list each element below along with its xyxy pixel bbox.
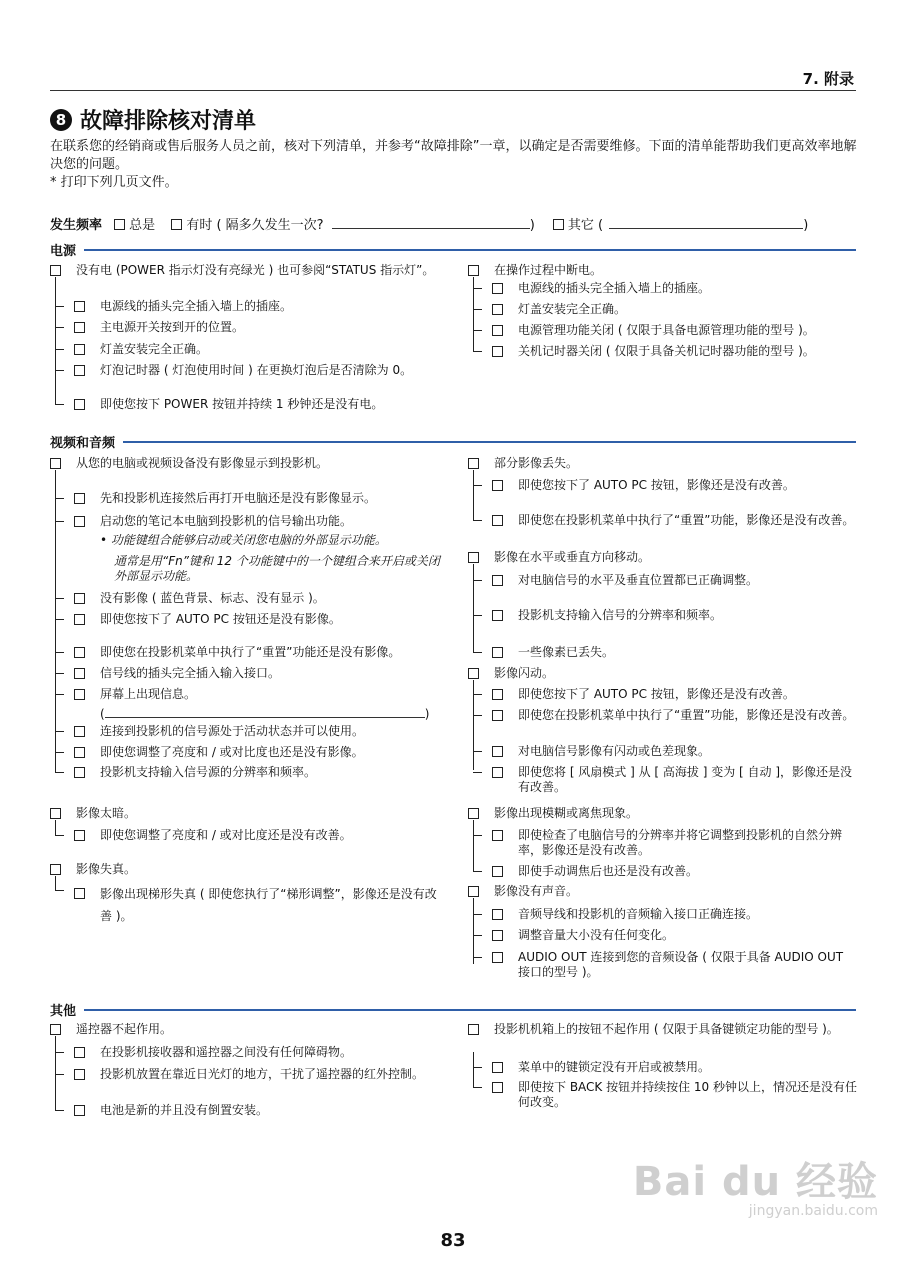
list-item: 即使您按下了 AUTO PC 按钮，影像还是没有改善。	[492, 687, 858, 702]
checkbox[interactable]	[50, 265, 61, 276]
list-item: AUDIO OUT 连接到您的音频设备 ( 仅限于具备 AUDIO OUT 接口的型号 )。	[492, 950, 858, 980]
checkbox[interactable]	[74, 614, 85, 625]
list-item: 影像在水平或垂直方向移动。	[468, 550, 858, 565]
list-item: 主电源开关按到开的位置。	[74, 320, 440, 335]
tree-hook	[473, 351, 482, 352]
tree-hook	[473, 520, 482, 521]
checkbox[interactable]	[468, 552, 479, 563]
tree-hook	[55, 772, 64, 773]
tree-hook	[55, 890, 64, 891]
header-divider	[50, 90, 856, 91]
list-item: 即使您在投影机菜单中执行了“重置”功能，影像还是没有改善。	[492, 513, 858, 528]
tree-line	[473, 1052, 474, 1087]
list-item: 没有影像 ( 蓝色背景、标志、没有显示 )。	[74, 591, 440, 606]
baidu-watermark	[633, 1150, 878, 1219]
checkbox[interactable]	[492, 909, 503, 920]
list-item: 即使您将 [ 风扇模式 ] 从 [ 高海拔 ] 变为 [ 自动 ]，影像还是没有改善。	[492, 765, 858, 795]
checkbox-other[interactable]	[553, 219, 564, 230]
checkbox[interactable]	[492, 647, 503, 658]
tree-hook	[55, 752, 64, 753]
tree-hook	[473, 652, 482, 653]
list-item: 投影机支持输入信号的分辨率和频率。	[492, 608, 858, 623]
frequency-row	[50, 214, 808, 233]
list-item: 即使您按下了 AUTO PC 按钮，影像还是没有改善。	[492, 478, 858, 493]
checkbox[interactable]	[468, 808, 479, 819]
message-blank[interactable]	[105, 705, 425, 718]
list-item: 灯盖安装完全正确。	[74, 342, 440, 357]
paren-close: )	[424, 707, 430, 721]
tree-hook	[473, 715, 482, 716]
watermark-url: jingyan.baidu.com	[748, 1203, 878, 1219]
checkbox[interactable]	[492, 710, 503, 721]
page-number: 83	[440, 1230, 466, 1251]
list-item: 即使您在投影机菜单中执行了“重置”功能，影像还是没有改善。	[492, 708, 858, 723]
list-item: 即使您调整了亮度和 / 或对比度还是没有改善。	[74, 828, 440, 843]
section-other-title: 其他	[50, 1004, 77, 1019]
tree-hook	[473, 615, 482, 616]
frequency-close2: )	[803, 218, 809, 233]
checkbox[interactable]	[492, 746, 503, 757]
checkbox[interactable]	[50, 808, 61, 819]
tree-hook	[473, 751, 482, 752]
checkbox[interactable]	[50, 458, 61, 469]
intro-text	[50, 138, 860, 192]
checkbox[interactable]	[74, 830, 85, 841]
list-item: 投影机支持输入信号源的分辨率和频率。	[74, 765, 440, 780]
list-item: 一些像素已丢失。	[492, 645, 858, 660]
tree-line	[55, 277, 56, 404]
checkbox[interactable]	[74, 767, 85, 778]
tree-hook	[473, 1067, 482, 1068]
tree-hook	[55, 404, 64, 405]
checkbox[interactable]	[468, 668, 479, 679]
tree-line	[55, 1036, 56, 1110]
watermark-logo: Bai du 经验	[632, 1159, 878, 1205]
list-item: 即使您调整了亮度和 / 或对比度也还是没有影像。	[74, 745, 440, 760]
list-item: 调整音量大小没有任何变化。	[492, 928, 858, 943]
tree-hook	[473, 485, 482, 486]
checkbox[interactable]	[74, 1047, 85, 1058]
tree-hook	[55, 694, 64, 695]
frequency-label: 发生频率	[50, 218, 103, 233]
note-fn-keys-detail: 通常是用“Fn”键和 12 个功能键中的一个键组合来开启或关闭外部显示功能。	[114, 554, 440, 583]
tree-hook	[473, 935, 482, 936]
list-item: 影像没有声音。	[468, 884, 858, 899]
checkbox[interactable]	[492, 952, 503, 963]
checkbox[interactable]	[74, 1069, 85, 1080]
tree-hook	[55, 306, 64, 307]
paren-open: (	[100, 707, 105, 721]
checkbox[interactable]	[74, 689, 85, 700]
list-item: 影像出现梯形失真 ( 即使您执行了“梯形调整”，影像还是没有改善 )。	[74, 883, 440, 927]
list-item: 电源线的插头完全插入墙上的插座。	[74, 299, 440, 314]
checkbox[interactable]	[492, 515, 503, 526]
checkbox[interactable]	[74, 888, 85, 899]
checkbox[interactable]	[74, 301, 85, 312]
list-item: 遥控器不起作用。	[50, 1022, 440, 1037]
checkbox[interactable]	[74, 668, 85, 679]
section-video-title: 视频和音频	[50, 436, 116, 451]
tree-hook	[55, 498, 64, 499]
list-item: 电源线的插头完全插入墙上的插座。	[492, 281, 858, 296]
chapter-label: 7. 附录	[802, 70, 854, 88]
list-item: 灯泡记时器 ( 灯泡使用时间 ) 在更换灯泡后是否清除为 0。	[74, 363, 440, 378]
list-item: 影像出现模糊或离焦现象。	[468, 806, 858, 821]
frequency-close: )	[529, 218, 535, 233]
checkbox[interactable]	[50, 864, 61, 875]
list-item: 对电脑信号的水平及垂直位置都已正确调整。	[492, 573, 858, 588]
tree-hook	[55, 370, 64, 371]
section-divider	[123, 441, 856, 443]
frequency-always: 总是	[129, 218, 156, 233]
tree-hook	[55, 327, 64, 328]
section-power	[50, 240, 856, 259]
section-other	[50, 1000, 856, 1019]
tree-line	[473, 564, 474, 652]
tree-hook	[473, 914, 482, 915]
list-item: 即使检查了电脑信号的分辨率并将它调整到投影机的自然分辨率，影像还是没有改善。	[492, 828, 858, 858]
checkbox[interactable]	[74, 399, 85, 410]
checkbox-sometimes[interactable]	[171, 219, 182, 230]
list-item: 启动您的笔记本电脑到投影机的信号输出功能。	[74, 514, 440, 529]
tree-hook	[473, 694, 482, 695]
tree-hook	[55, 521, 64, 522]
checkbox[interactable]	[74, 747, 85, 758]
tree-hook	[473, 835, 482, 836]
page-title-text: 故障排除核对清单	[80, 109, 257, 134]
tree-hook	[55, 598, 64, 599]
list-item: 即使您按下了 AUTO PC 按钮还是没有影像。	[74, 612, 440, 627]
list-item: 连接到投影机的信号源处于活动状态并可以使用。	[74, 724, 440, 739]
checkbox[interactable]	[492, 1062, 503, 1073]
tree-hook	[473, 309, 482, 310]
tree-line	[55, 470, 56, 772]
list-item: 灯盖安装完全正确。	[492, 302, 858, 317]
tree-hook	[55, 1074, 64, 1075]
frequency-sometimes: 有时 ( 隔多久发生一次?	[186, 218, 324, 233]
section-video	[50, 432, 856, 451]
tree-hook	[55, 673, 64, 674]
checkbox[interactable]	[74, 493, 85, 504]
note-fn-keys: • 功能键组合能够启动或关闭您电脑的外部显示功能。	[100, 533, 387, 547]
list-item: 电池是新的并且没有倒置安装。	[74, 1103, 440, 1118]
checkbox[interactable]	[74, 1105, 85, 1116]
checkbox[interactable]	[74, 726, 85, 737]
checkbox[interactable]	[492, 575, 503, 586]
tree-hook	[473, 957, 482, 958]
list-item: 从您的电脑或视频设备没有影像显示到投影机。	[50, 456, 440, 471]
list-item: 音频导线和投影机的音频输入接口正确连接。	[492, 907, 858, 922]
checkbox[interactable]	[492, 480, 503, 491]
tree-line	[473, 470, 474, 520]
frequency-other: 其它 (	[567, 218, 604, 233]
tree-hook	[55, 619, 64, 620]
checkbox[interactable]	[492, 767, 503, 778]
list-item: 电源管理功能关闭 ( 仅限于具备电源管理功能的型号 )。	[492, 323, 858, 338]
checkbox[interactable]	[74, 322, 85, 333]
tree-hook	[55, 731, 64, 732]
tree-hook	[473, 871, 482, 872]
list-item: 在操作过程中断电。	[468, 263, 858, 278]
checkbox[interactable]	[468, 458, 479, 469]
sometimes-blank[interactable]	[332, 216, 530, 229]
checkbox[interactable]	[74, 516, 85, 527]
checkbox[interactable]	[74, 365, 85, 376]
list-item: 投影机机箱上的按钮不起作用 ( 仅限于具备键锁定功能的型号 )。	[468, 1022, 858, 1037]
checkbox[interactable]	[492, 689, 503, 700]
intro-line-1: 在联系您的经销商或售后服务人员之前，核对下列清单，并参考“故障排除”一章，以确定是否需要维修。下面的清单能帮助我们更高效率地解决您的问题。	[50, 139, 857, 172]
section-power-title: 电源	[50, 244, 77, 259]
tree-hook	[473, 1087, 482, 1088]
list-item: 影像失真。	[50, 862, 440, 877]
checkbox[interactable]	[492, 610, 503, 621]
tree-line	[473, 820, 474, 871]
list-item: 即使按下 BACK 按钮并持续按住 10 秒钟以上，情况还是没有任何改变。	[492, 1080, 858, 1110]
checkbox[interactable]	[468, 1024, 479, 1035]
tree-hook	[55, 652, 64, 653]
tree-hook	[55, 1052, 64, 1053]
checkbox[interactable]	[492, 325, 503, 336]
checkbox[interactable]	[492, 930, 503, 941]
tree-hook	[473, 772, 482, 773]
checkbox[interactable]	[492, 1082, 503, 1093]
list-item: 信号线的插头完全插入输入接口。	[74, 666, 440, 681]
tree-hook	[473, 288, 482, 289]
list-item: 没有电 (POWER 指示灯没有亮绿光 ) 也可参阅“STATUS 指示灯”。	[50, 263, 440, 278]
tree-line	[473, 898, 474, 964]
intro-line-2: * 打印下列几页文件。	[50, 175, 178, 190]
tree-hook	[55, 1110, 64, 1111]
checkbox[interactable]	[468, 265, 479, 276]
section-divider	[84, 1009, 856, 1011]
list-item: 先和投影机连接然后再打开电脑还是没有影像显示。	[74, 491, 440, 506]
section-number-badge: 8	[50, 109, 72, 131]
section-divider	[84, 249, 856, 251]
list-item: 即使您在投影机菜单中执行了“重置”功能还是没有影像。	[74, 645, 440, 660]
list-item: 即使手动调焦后也还是没有改善。	[492, 864, 858, 879]
list-item: 对电脑信号影像有闪动或色差现象。	[492, 744, 858, 759]
checkbox-always[interactable]	[114, 219, 125, 230]
tree-hook	[55, 349, 64, 350]
tree-hook	[473, 330, 482, 331]
list-item: 即使您按下 POWER 按钮并持续 1 秒钟还是没有电。	[74, 397, 440, 412]
list-item: 菜单中的键锁定没有开启或被禁用。	[492, 1060, 858, 1075]
checkbox[interactable]	[492, 830, 503, 841]
list-item: 屏幕上出现信息。	[74, 687, 440, 702]
checkbox[interactable]	[50, 1024, 61, 1035]
message-blank-row	[100, 705, 436, 722]
checkbox[interactable]	[492, 283, 503, 294]
other-blank[interactable]	[609, 216, 803, 229]
checkbox[interactable]	[492, 304, 503, 315]
checkbox[interactable]	[492, 866, 503, 877]
checkbox[interactable]	[74, 593, 85, 604]
checkbox[interactable]	[492, 346, 503, 357]
list-item: 在投影机接收器和遥控器之间没有任何障碍物。	[74, 1045, 440, 1060]
checkbox[interactable]	[74, 647, 85, 658]
tree-hook	[55, 835, 64, 836]
tree-line	[55, 876, 56, 890]
list-item: 关机记时器关闭 ( 仅限于具备关机记时器功能的型号 )。	[492, 344, 858, 359]
list-item: 投影机放置在靠近日光灯的地方，干扰了遥控器的红外控制。	[74, 1067, 440, 1082]
checkbox[interactable]	[74, 344, 85, 355]
list-item: 部分影像丢失。	[468, 456, 858, 471]
tree-hook	[473, 580, 482, 581]
checkbox[interactable]	[468, 886, 479, 897]
page-title	[50, 104, 256, 135]
tree-line	[55, 820, 56, 835]
list-item: 影像太暗。	[50, 806, 440, 821]
list-item: 影像闪动。	[468, 666, 858, 681]
